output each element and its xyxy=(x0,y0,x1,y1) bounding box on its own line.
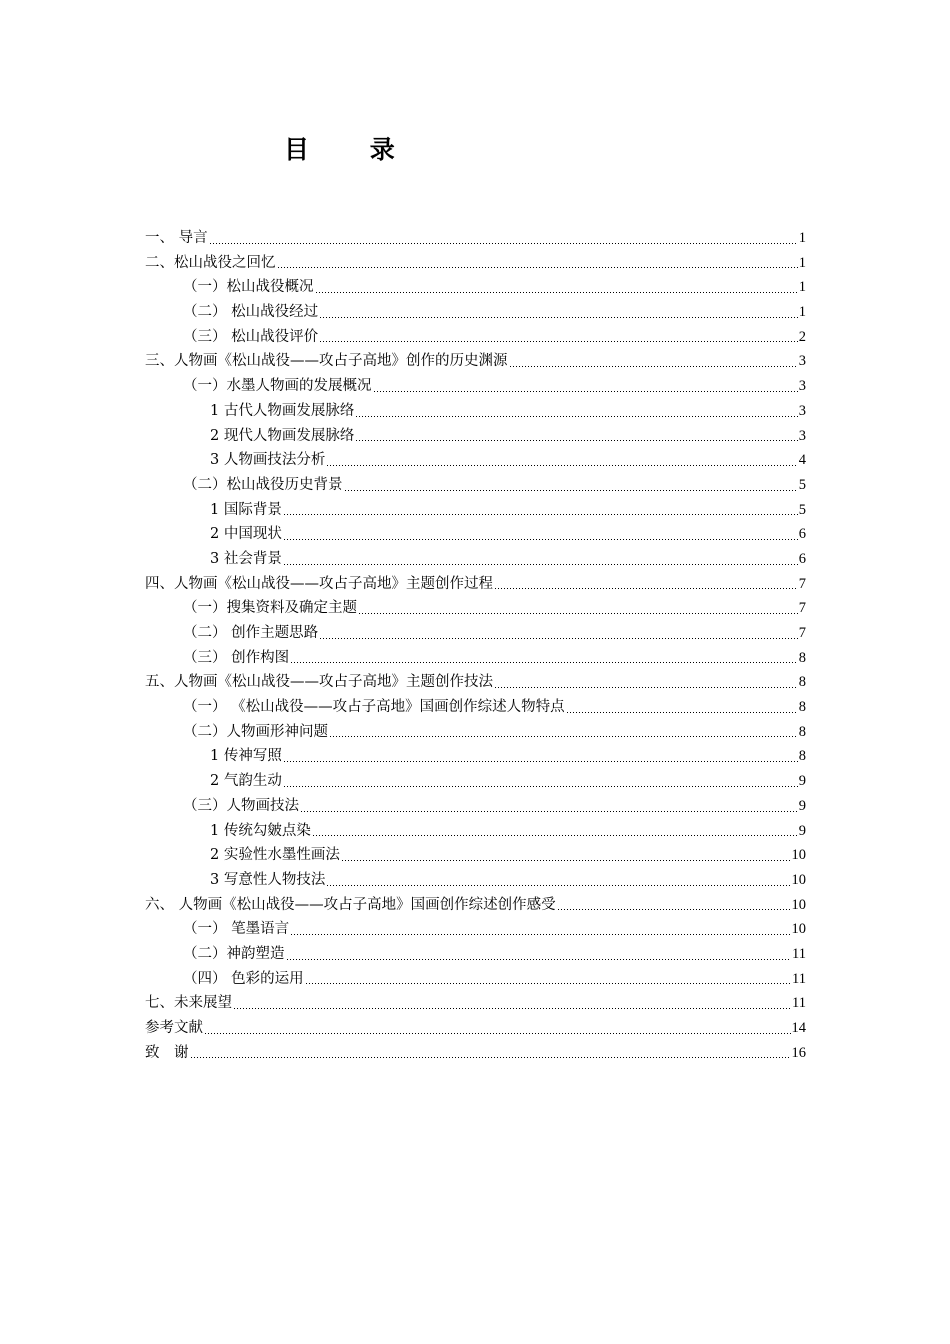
toc-entry[interactable] xyxy=(145,991,806,1016)
toc-entry-page-number: 16 xyxy=(791,1044,806,1061)
toc-entry-page-number: 1 xyxy=(798,304,806,321)
toc-entry-page-number: 5 xyxy=(798,476,806,493)
toc-entry[interactable] xyxy=(145,226,806,251)
toc-entry-page-number: 10 xyxy=(791,896,806,913)
toc-leader-dots xyxy=(290,650,798,664)
toc-entry-label: 四、人物画《松山战役——攻占子高地》主题创作过程 xyxy=(145,575,493,592)
toc-entry[interactable] xyxy=(145,498,806,523)
toc-entry-label: 2 中国现状 xyxy=(210,526,282,543)
toc-entry[interactable] xyxy=(145,868,806,893)
toc-entry-page-number: 10 xyxy=(791,847,806,864)
toc-entry-page-number: 11 xyxy=(792,945,806,962)
toc-entry-label: 六、 人物画《松山战役——攻占子高地》国画创作综述创作感受 xyxy=(145,896,556,913)
toc-entry[interactable] xyxy=(145,448,806,473)
toc-leader-dots xyxy=(286,947,792,961)
toc-leader-dots xyxy=(204,1021,791,1035)
toc-entry[interactable] xyxy=(145,967,806,992)
toc-entry[interactable] xyxy=(145,843,806,868)
toc-entry[interactable] xyxy=(145,794,806,819)
toc-entry-page-number: 8 xyxy=(798,674,806,691)
toc-entry[interactable] xyxy=(145,917,806,942)
toc-leader-dots xyxy=(566,700,798,714)
toc-entry-label: 2 实验性水墨性画法 xyxy=(210,847,340,864)
toc-entry[interactable] xyxy=(145,275,806,300)
table-of-contents xyxy=(145,226,806,1065)
toc-entry[interactable] xyxy=(145,720,806,745)
toc-entry-page-number: 1 xyxy=(798,254,806,271)
toc-leader-dots xyxy=(315,280,798,294)
toc-leader-dots xyxy=(358,601,798,615)
toc-entry-label: 3 社会背景 xyxy=(210,550,282,567)
toc-leader-dots xyxy=(326,873,790,887)
toc-entry[interactable] xyxy=(145,349,806,374)
toc-entry-page-number: 4 xyxy=(798,452,806,469)
toc-leader-dots xyxy=(190,1045,791,1059)
toc-entry-label: 三、人物画《松山战役——攻占子高地》创作的历史渊源 xyxy=(145,353,508,370)
toc-entry-page-number: 8 xyxy=(798,699,806,716)
toc-entry[interactable] xyxy=(145,744,806,769)
toc-entry-label: （一） 笔墨语言 xyxy=(183,921,290,938)
toc-entry[interactable] xyxy=(145,325,806,350)
toc-entry[interactable] xyxy=(145,646,806,671)
toc-entry[interactable] xyxy=(145,819,806,844)
toc-entry-page-number: 11 xyxy=(792,970,806,987)
toc-entry[interactable] xyxy=(145,251,806,276)
toc-leader-dots xyxy=(283,502,798,516)
toc-entry-page-number: 1 xyxy=(798,279,806,296)
toc-leader-dots xyxy=(373,379,798,393)
toc-leader-dots xyxy=(344,478,798,492)
toc-entry-label: 3 写意性人物技法 xyxy=(210,871,326,888)
toc-entry-label: （二）松山战役历史背景 xyxy=(183,476,343,493)
toc-entry-label: 1 古代人物画发展脉络 xyxy=(210,402,355,419)
toc-entry[interactable] xyxy=(145,942,806,967)
toc-entry-label: （二）人物画形神问题 xyxy=(183,723,328,740)
toc-entry-label: （二） 创作主题思路 xyxy=(183,625,319,641)
toc-entry-label: 1 国际背景 xyxy=(210,501,282,518)
toc-entry[interactable] xyxy=(145,893,806,918)
toc-entry-page-number: 3 xyxy=(798,427,806,444)
toc-leader-dots xyxy=(319,305,798,319)
toc-entry-page-number: 3 xyxy=(798,402,806,419)
toc-leader-dots xyxy=(290,922,790,936)
toc-leader-dots xyxy=(283,552,798,566)
toc-entry-label: 1 传统勾皴点染 xyxy=(210,822,311,839)
toc-entry[interactable] xyxy=(145,769,806,794)
toc-entry-label: （一）松山战役概况 xyxy=(183,279,314,296)
toc-leader-dots xyxy=(209,231,798,245)
page-title: 目 录 xyxy=(284,135,421,164)
toc-entry-page-number: 7 xyxy=(798,625,806,641)
toc-entry[interactable] xyxy=(145,300,806,325)
toc-entry-page-number: 10 xyxy=(791,921,806,938)
toc-leader-dots xyxy=(355,404,797,418)
toc-leader-dots xyxy=(277,255,798,269)
toc-entry[interactable] xyxy=(145,670,806,695)
toc-entry[interactable] xyxy=(145,424,806,449)
toc-entry[interactable] xyxy=(145,621,806,646)
toc-entry[interactable] xyxy=(145,572,806,597)
toc-leader-dots xyxy=(319,329,798,343)
toc-entry[interactable] xyxy=(145,547,806,572)
toc-entry[interactable] xyxy=(145,399,806,424)
toc-entry-label: 五、人物画《松山战役——攻占子高地》主题创作技法 xyxy=(145,674,493,691)
toc-entry-label: 2 现代人物画发展脉络 xyxy=(210,427,355,444)
toc-entry-label: 二、松山战役之回忆 xyxy=(145,254,276,271)
toc-entry-page-number: 8 xyxy=(798,723,806,740)
toc-entry[interactable] xyxy=(145,596,806,621)
toc-leader-dots xyxy=(319,626,798,640)
toc-entry-page-number: 5 xyxy=(798,501,806,518)
toc-leader-dots xyxy=(312,823,798,837)
toc-entry-label: （三） 松山战役评价 xyxy=(183,328,319,345)
toc-leader-dots xyxy=(283,774,798,788)
toc-entry-page-number: 1 xyxy=(798,230,806,246)
toc-entry-label: （一）水墨人物画的发展概况 xyxy=(183,378,372,395)
toc-entry-page-number: 8 xyxy=(798,748,806,765)
toc-leader-dots xyxy=(283,749,798,763)
toc-entry-page-number: 3 xyxy=(798,378,806,395)
toc-leader-dots xyxy=(329,724,798,738)
toc-entry-label: 3 人物画技法分析 xyxy=(210,452,326,469)
toc-leader-dots xyxy=(355,428,797,442)
toc-entry[interactable] xyxy=(145,1041,806,1066)
toc-leader-dots xyxy=(341,848,791,862)
toc-entry-label: （二） 松山战役经过 xyxy=(183,304,319,321)
toc-entry-label: 七、未来展望 xyxy=(145,995,232,1012)
toc-entry[interactable] xyxy=(145,473,806,498)
toc-entry-page-number: 7 xyxy=(798,575,806,592)
toc-leader-dots xyxy=(557,897,791,911)
toc-leader-dots xyxy=(494,675,798,689)
toc-entry-label: （四） 色彩的运用 xyxy=(183,970,304,987)
toc-entry-page-number: 7 xyxy=(798,600,806,617)
toc-leader-dots xyxy=(283,527,798,541)
toc-entry[interactable] xyxy=(145,374,806,399)
toc-entry-label: 2 气韵生动 xyxy=(210,773,282,790)
toc-entry-page-number: 9 xyxy=(798,797,806,814)
toc-entry-page-number: 9 xyxy=(798,822,806,839)
toc-entry-page-number: 3 xyxy=(798,353,806,370)
toc-entry-page-number: 6 xyxy=(798,526,806,543)
toc-entry-label: 参考文献 xyxy=(145,1020,203,1036)
toc-entry-page-number: 8 xyxy=(798,649,806,666)
toc-leader-dots xyxy=(233,996,791,1010)
toc-entry-page-number: 11 xyxy=(792,995,806,1012)
toc-leader-dots xyxy=(300,799,798,813)
toc-entry-label: 致 谢 xyxy=(145,1044,189,1061)
toc-leader-dots xyxy=(326,453,797,467)
toc-entry-page-number: 10 xyxy=(791,871,806,888)
toc-entry[interactable] xyxy=(145,695,806,720)
toc-entry-label: （三）人物画技法 xyxy=(183,797,299,814)
toc-entry-page-number: 2 xyxy=(798,328,806,345)
toc-entry[interactable] xyxy=(145,522,806,547)
toc-entry-label: （一）搜集资料及确定主题 xyxy=(183,600,357,617)
toc-entry-page-number: 9 xyxy=(798,773,806,790)
toc-entry-label: （二）神韵塑造 xyxy=(183,945,285,962)
toc-entry-page-number: 14 xyxy=(791,1020,806,1036)
toc-leader-dots xyxy=(494,576,798,590)
toc-entry[interactable] xyxy=(145,1016,806,1041)
toc-entry-label: （一） 《松山战役——攻占子高地》国画创作综述人物特点 xyxy=(183,699,565,716)
toc-entry-page-number: 6 xyxy=(798,550,806,567)
toc-entry-label: （三） 创作构图 xyxy=(183,649,290,666)
toc-leader-dots xyxy=(509,354,798,368)
toc-entry-label: 一、 导言 xyxy=(145,230,208,246)
toc-entry-label: 1 传神写照 xyxy=(210,748,282,765)
toc-leader-dots xyxy=(305,971,791,985)
